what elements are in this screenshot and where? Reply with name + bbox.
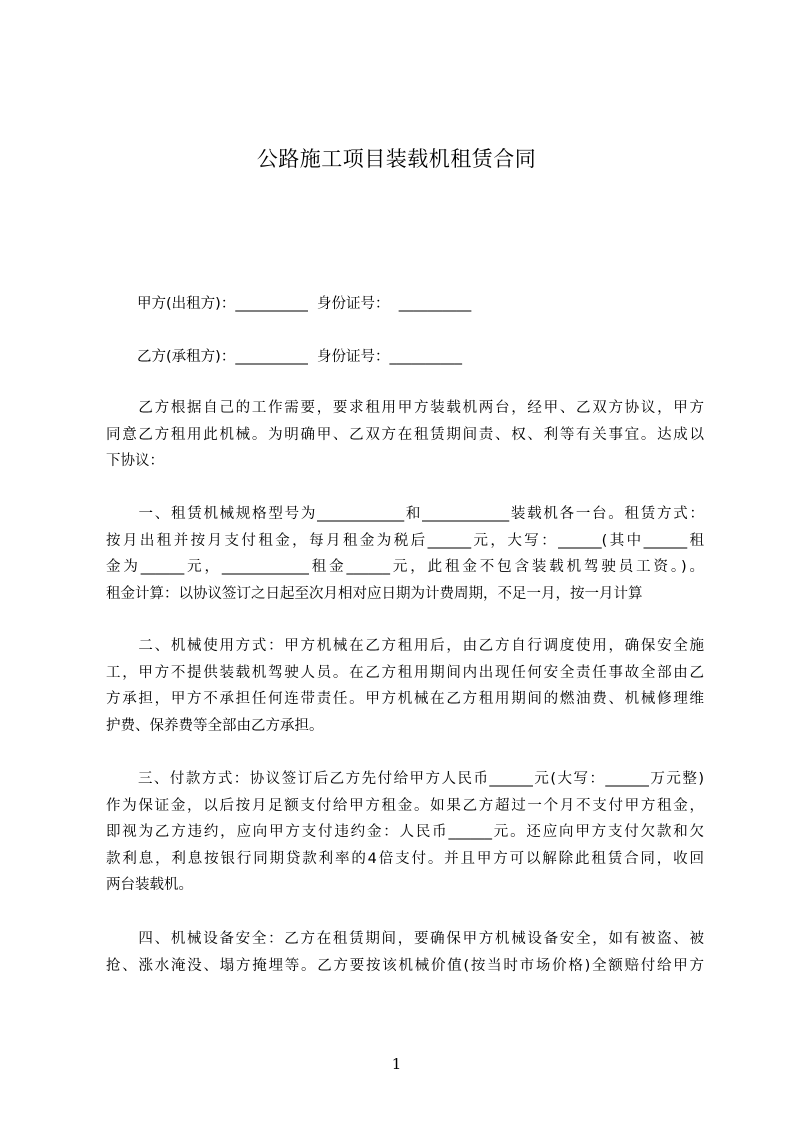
clause-3-line-2: 作为保证金，以后按月足额支付给甲方租金。如果乙方超过一个月不支付甲方租金，: [106, 797, 704, 814]
clause-2-line-4: 护费、保养费等全部由乙方承担。: [106, 717, 324, 734]
party-a-line: 甲方(出租方)：__________ 身份证号： __________: [137, 296, 472, 312]
clause-1-line-1: 一、租赁机械规格型号为____________和____________装载机各一台。租赁方式：: [106, 506, 704, 522]
page-number: 1: [391, 1055, 402, 1073]
clause-3-line-4: 款利息，利息按银行同期贷款利率的4倍支付。并且甲方可以解除此租赁合同，收回: [106, 850, 704, 867]
document-title: 公路施工项目装载机租赁合同: [256, 147, 537, 171]
clause-3-line-1: 三、付款方式：协议签订后乙方先付给甲方人民币______元(大写：______万元整): [106, 771, 704, 787]
clause-4-line-1: 四、机械设备安全：乙方在租赁期间，要确保甲方机械设备安全，如有被盗、被: [106, 931, 704, 947]
clause-2-line-1: 二、机械使用方式：甲方机械在乙方租用后，由乙方自行调度使用，确保安全施: [106, 638, 704, 654]
clause-1-line-4: 租金计算：以协议签订之日起至次月相对应日期为计费周期，不足一月，按一月计算: [106, 585, 643, 602]
clause-2-line-2: 工，甲方不提供装载机驾驶人员。在乙方租用期间内出现任何安全责任事故全部由乙: [106, 664, 704, 681]
intro-line-3: 下协议：: [106, 453, 164, 469]
clause-1-paragraph: [106, 501, 704, 607]
clause-2-line-3: 方承担，甲方不承担任何连带责任。甲方机械在乙方租用期间的燃油费、机械修理维: [106, 691, 704, 707]
clause-3-line-5: 两台装载机。: [106, 877, 193, 893]
intro-line-2: 同意乙方租用此机械。为明确甲、乙双方在租赁期间责、权、利等有关事宜。达成以: [106, 426, 704, 443]
clause-1-line-2: 按月出租并按月支付租金，每月租金为税后______元，大写：______(其中______租: [106, 532, 704, 549]
clause-3-line-3: 即视为乙方违约，应向甲方支付违约金：人民币______元。还应向甲方支付欠款和欠: [106, 824, 704, 840]
party-b-line: 乙方(承租方)：__________ 身份证号：__________: [137, 349, 463, 365]
intro-paragraph: [106, 395, 704, 475]
clause-4-line-2: 抢、涨水淹没、塌方掩埋等。乙方要按该机械价值(按当时市场价格)全额赔付给甲方: [106, 957, 704, 974]
clause-4-paragraph: [106, 926, 704, 979]
intro-line-1: 乙方根据自己的工作需要，要求租用甲方装载机两台，经甲、乙双方协议，甲方: [106, 400, 704, 416]
clause-2-paragraph: [106, 633, 704, 739]
clause-1-line-3: 金为______元，____________租金______元，此租金不包含装载机驾驶员工资。)。: [106, 559, 704, 575]
clause-3-paragraph: [106, 766, 704, 899]
